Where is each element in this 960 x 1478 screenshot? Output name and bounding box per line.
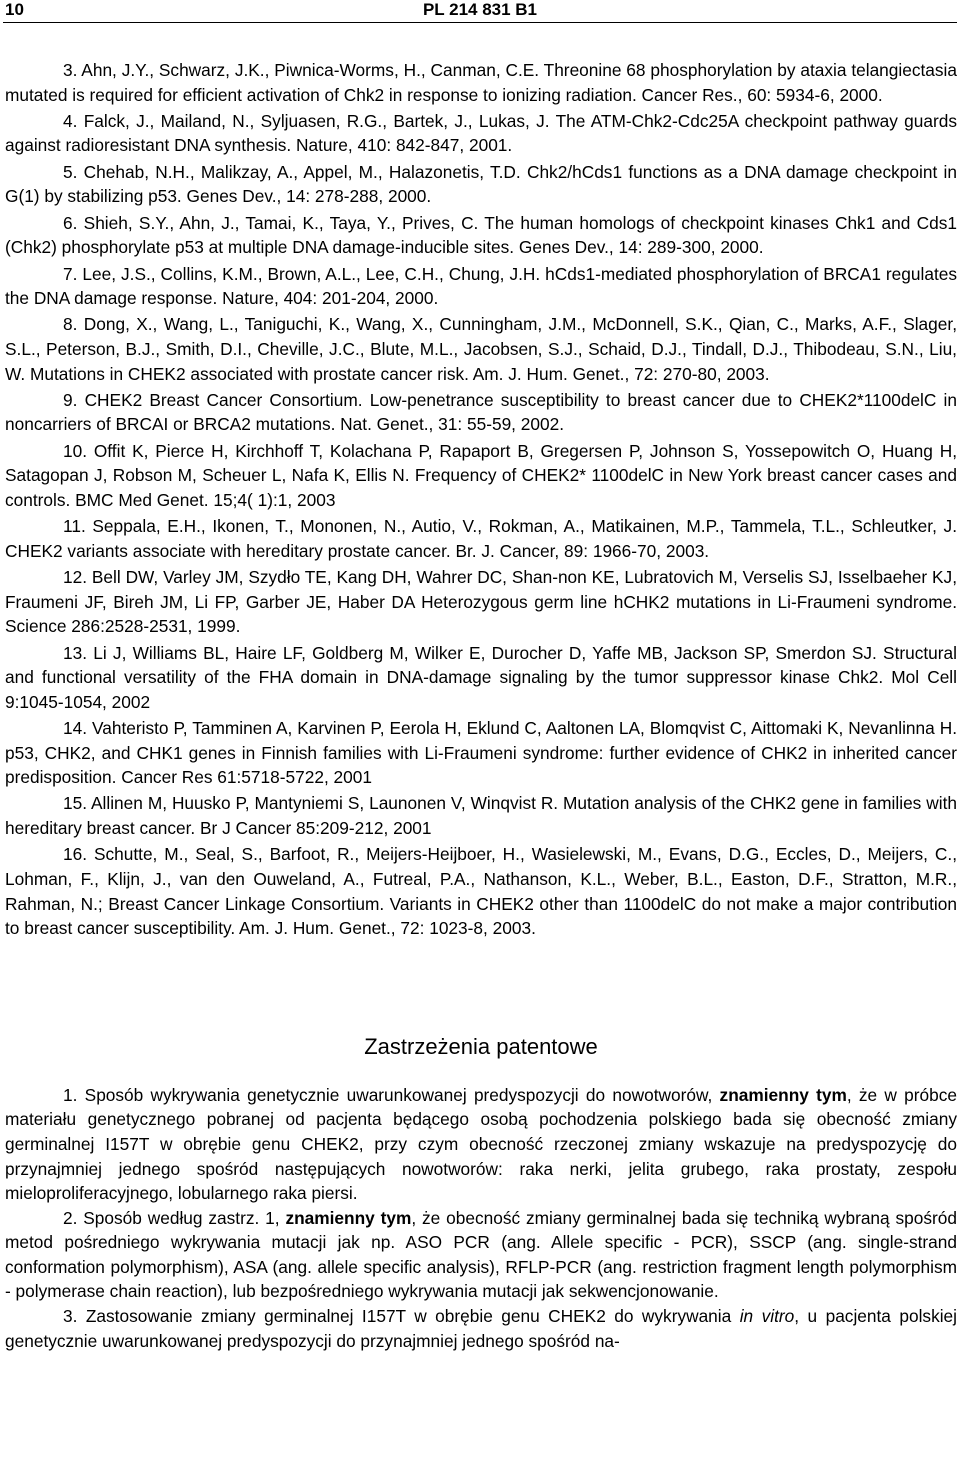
claim-3 [5,1304,957,1353]
reference-item: 15. Allinen M, Huusko P, Mantyniemi S, Launonen V, Winqvist R. Mutation analysis of the CHK2 gene in families with hereditary breast cancer. Br J Cancer 85:209-212, 2001 [5,793,957,839]
reference-list [5,58,957,941]
reference-item: 13. Li J, Williams BL, Haire LF, Goldberg M, Wilker E, Durocher D, Yaffe MB, Jackson SP, Smerdon SJ. Structural and functional versatility of the FHA domain in DNA-damage signaling by the tumor suppressor kinase Chk2. Mol Cell 9:1045-1054, 2002 [5,642,957,712]
reference-item: 11. Seppala, E.H., Ikonen, T., Mononen, N., Autio, V., Rokman, A., Matikainen, M.P., Tammela, T.L., Schleutker, J. CHEK2 variants associate with hereditary prostate cancer. Br. J. Cancer, 89: 1966-70, 2003. [5,516,957,561]
claim-text: , że obecność zmiany germinalnej bada się techniką wybraną spośród metod pośredniego wykrywania mutacji jak np. ASO PCR (ang. Allele specific - PCR), SSCP (ang. single-strand conformation polymorphism), ASA (ang. allele specific analysis), RFLP-PCR (ang. restriction fragment length polymorphism - polymerase chain reaction), lub bezpośredniego wykrywania mutacji jak sekwencjonowanie. [5,1207,958,1302]
claims-heading: Zastrzeżenia patentowe [364,1033,598,1059]
header-divider [3,22,957,23]
claim-text: , że w próbce materiału genetycznego pobranej od pacjenta będącego osobą pochodzenia polskiego bada się obecność zmiany germinalnej I157T w obrębie genu CHEK2, przy czym obecność rzeczonej zmiany wskazuje na predyspozycję do przynajmniej jednego spośród następujących nowotworów: raka nerki, jelita grubego, raka prostaty, zespołu mieloproliferacyjnego, lobularnego raka piersi. [5,1084,958,1204]
claim-emphasis: in vitro [739,1306,795,1327]
reference-item: 8. Dong, X., Wang, L., Taniguchi, K., Wang, X., Cunningham, J.M., McDonnell, S.K., Qian, C., Marks, A.F., Slager, S.L., Peterson, B.J., Smith, D.I., Cheville, J.C., Blute, M.L., Jacobsen, S.J., Schaid, D.J., Tindall, D.J., Thibodeau, S.N., Liu, W. Mutations in CHEK2 associated with prostate cancer risk. Am. J. Hum. Genet., 72: 270-80, 2003. [5,314,957,384]
claim-1 [5,1083,957,1206]
claim-text: , u pacjenta polskiej genetycznie uwarunkowanej predyspozycji do przynajmniej jednego spośród na- [5,1306,958,1351]
reference-item: 10. Offit K, Pierce H, Kirchhoff T, Kolachana P, Rapaport B, Gregersen P, Johnson S, Yossepowitch O, Huang H, Satagopan J, Robson M, Scheuer L, Nafa K, Ellis N. Frequency of CHEK2* 1100delC in New York breast cancer cases and controls. BMC Med Genet. 15;4( 1):1, 2003 [5,440,957,510]
reference-item: 5. Chehab, N.H., Malikzay, A., Appel, M., Halazonetis, T.D. Chk2/hCds1 functions as a DNA damage checkpoint in G(1) by stabilizing p53. Genes Dev., 14: 278-288, 2000. [5,161,957,207]
claim-text: 2. Sposób według zastrz. 1, [63,1207,286,1228]
claim-text: 1. Sposób wykrywania genetycznie uwarunkowanej predyspozycji do nowotworów, [63,1084,720,1105]
page-header [0,0,960,22]
page-number: 10 [5,0,24,19]
claim-keyword: znamienny tym [719,1084,847,1105]
claims-list [5,1083,957,1354]
reference-item: 4. Falck, J., Mailand, N., Syljuasen, R.G., Bartek, J., Lukas, J. The ATM-Chk2-Cdc25A checkpoint pathway guards against radioresistant DNA synthesis. Nature, 410: 842-847, 2001. [5,110,957,156]
reference-item: 14. Vahteristo P, Tamminen A, Karvinen P, Eerola H, Eklund C, Aaltonen LA, Blomqvist C, Aittomaki K, Nevanlinna H. p53, CHK2, and CHK1 genes in Finnish families with Li-Fraumeni syndrome: further evidence of CHK2 in inherited cancer predisposition. Cancer Res 61:5718-5722, 2001 [5,718,957,788]
reference-item: 9. CHEK2 Breast Cancer Consortium. Low-penetrance susceptibility to breast cancer due to CHEK2*1100delC in noncarriers of BRCAI or BRCA2 mutations. Nat. Genet., 31: 55-59, 2002. [5,389,957,435]
reference-item: 6. Shieh, S.Y., Ahn, J., Tamai, K., Taya, Y., Prives, C. The human homologs of checkpoint kinases Chk1 and Cds1 (Chk2) phosphorylate p53 at multiple DNA damage-inducible sites. Genes Dev., 14: 289-300, 2000. [5,212,957,258]
claim-text: 3. Zastosowanie zmiany germinalnej I157T w obrębie genu CHEK2 do wykrywania [63,1306,740,1327]
reference-item: 3. Ahn, J.Y., Schwarz, J.K., Piwnica-Worms, H., Canman, C.E. Threonine 68 phosphorylation by ataxia telangiectasia mutated is required for efficient activation of Chk2 in response to ionizing radiation. Cancer Res., 60: 5934-6, 2000. [5,60,957,105]
page-content [5,58,957,1353]
reference-item: 7. Lee, J.S., Collins, K.M., Brown, A.L., Lee, C.H., Chung, J.H. hCds1-mediated phosphorylation of BRCA1 regulates the DNA damage response. Nature, 404: 201-204, 2000. [5,263,957,309]
claim-2 [5,1206,957,1304]
reference-item: 16. Schutte, M., Seal, S., Barfoot, R., Meijers-Heijboer, H., Wasielewski, M., Evans, D.G., Eccles, D., Meijers, C., Lohman, F., Klijn, J., van den Ouweland, A., Futreal, P.A., Nathanson, K.L., Weber, B.L., Easton, D.F., Stratton, M.R., Rahman, N.; Breast Cancer Linkage Consortium. Variants in CHEK2 other than 1100delC do not make a major contribution to breast cancer susceptibility. Am. J. Hum. Genet., 72: 1023-8, 2003. [5,844,957,939]
patent-id: PL 214 831 B1 [422,0,538,19]
claim-keyword: znamienny tym [285,1207,412,1228]
reference-item: 12. Bell DW, Varley JM, Szydło TE, Kang DH, Wahrer DC, Shan-non KE, Lubratovich M, Verselis SJ, Isselbaeher KJ, Fraumeni JF, Bireh JM, Li FP, Garber JE, Haber DA Heterozygous germ line hCHK2 mutations in Li-Fraumeni syndrome. Science 286:2528-2531, 1999. [5,567,957,637]
